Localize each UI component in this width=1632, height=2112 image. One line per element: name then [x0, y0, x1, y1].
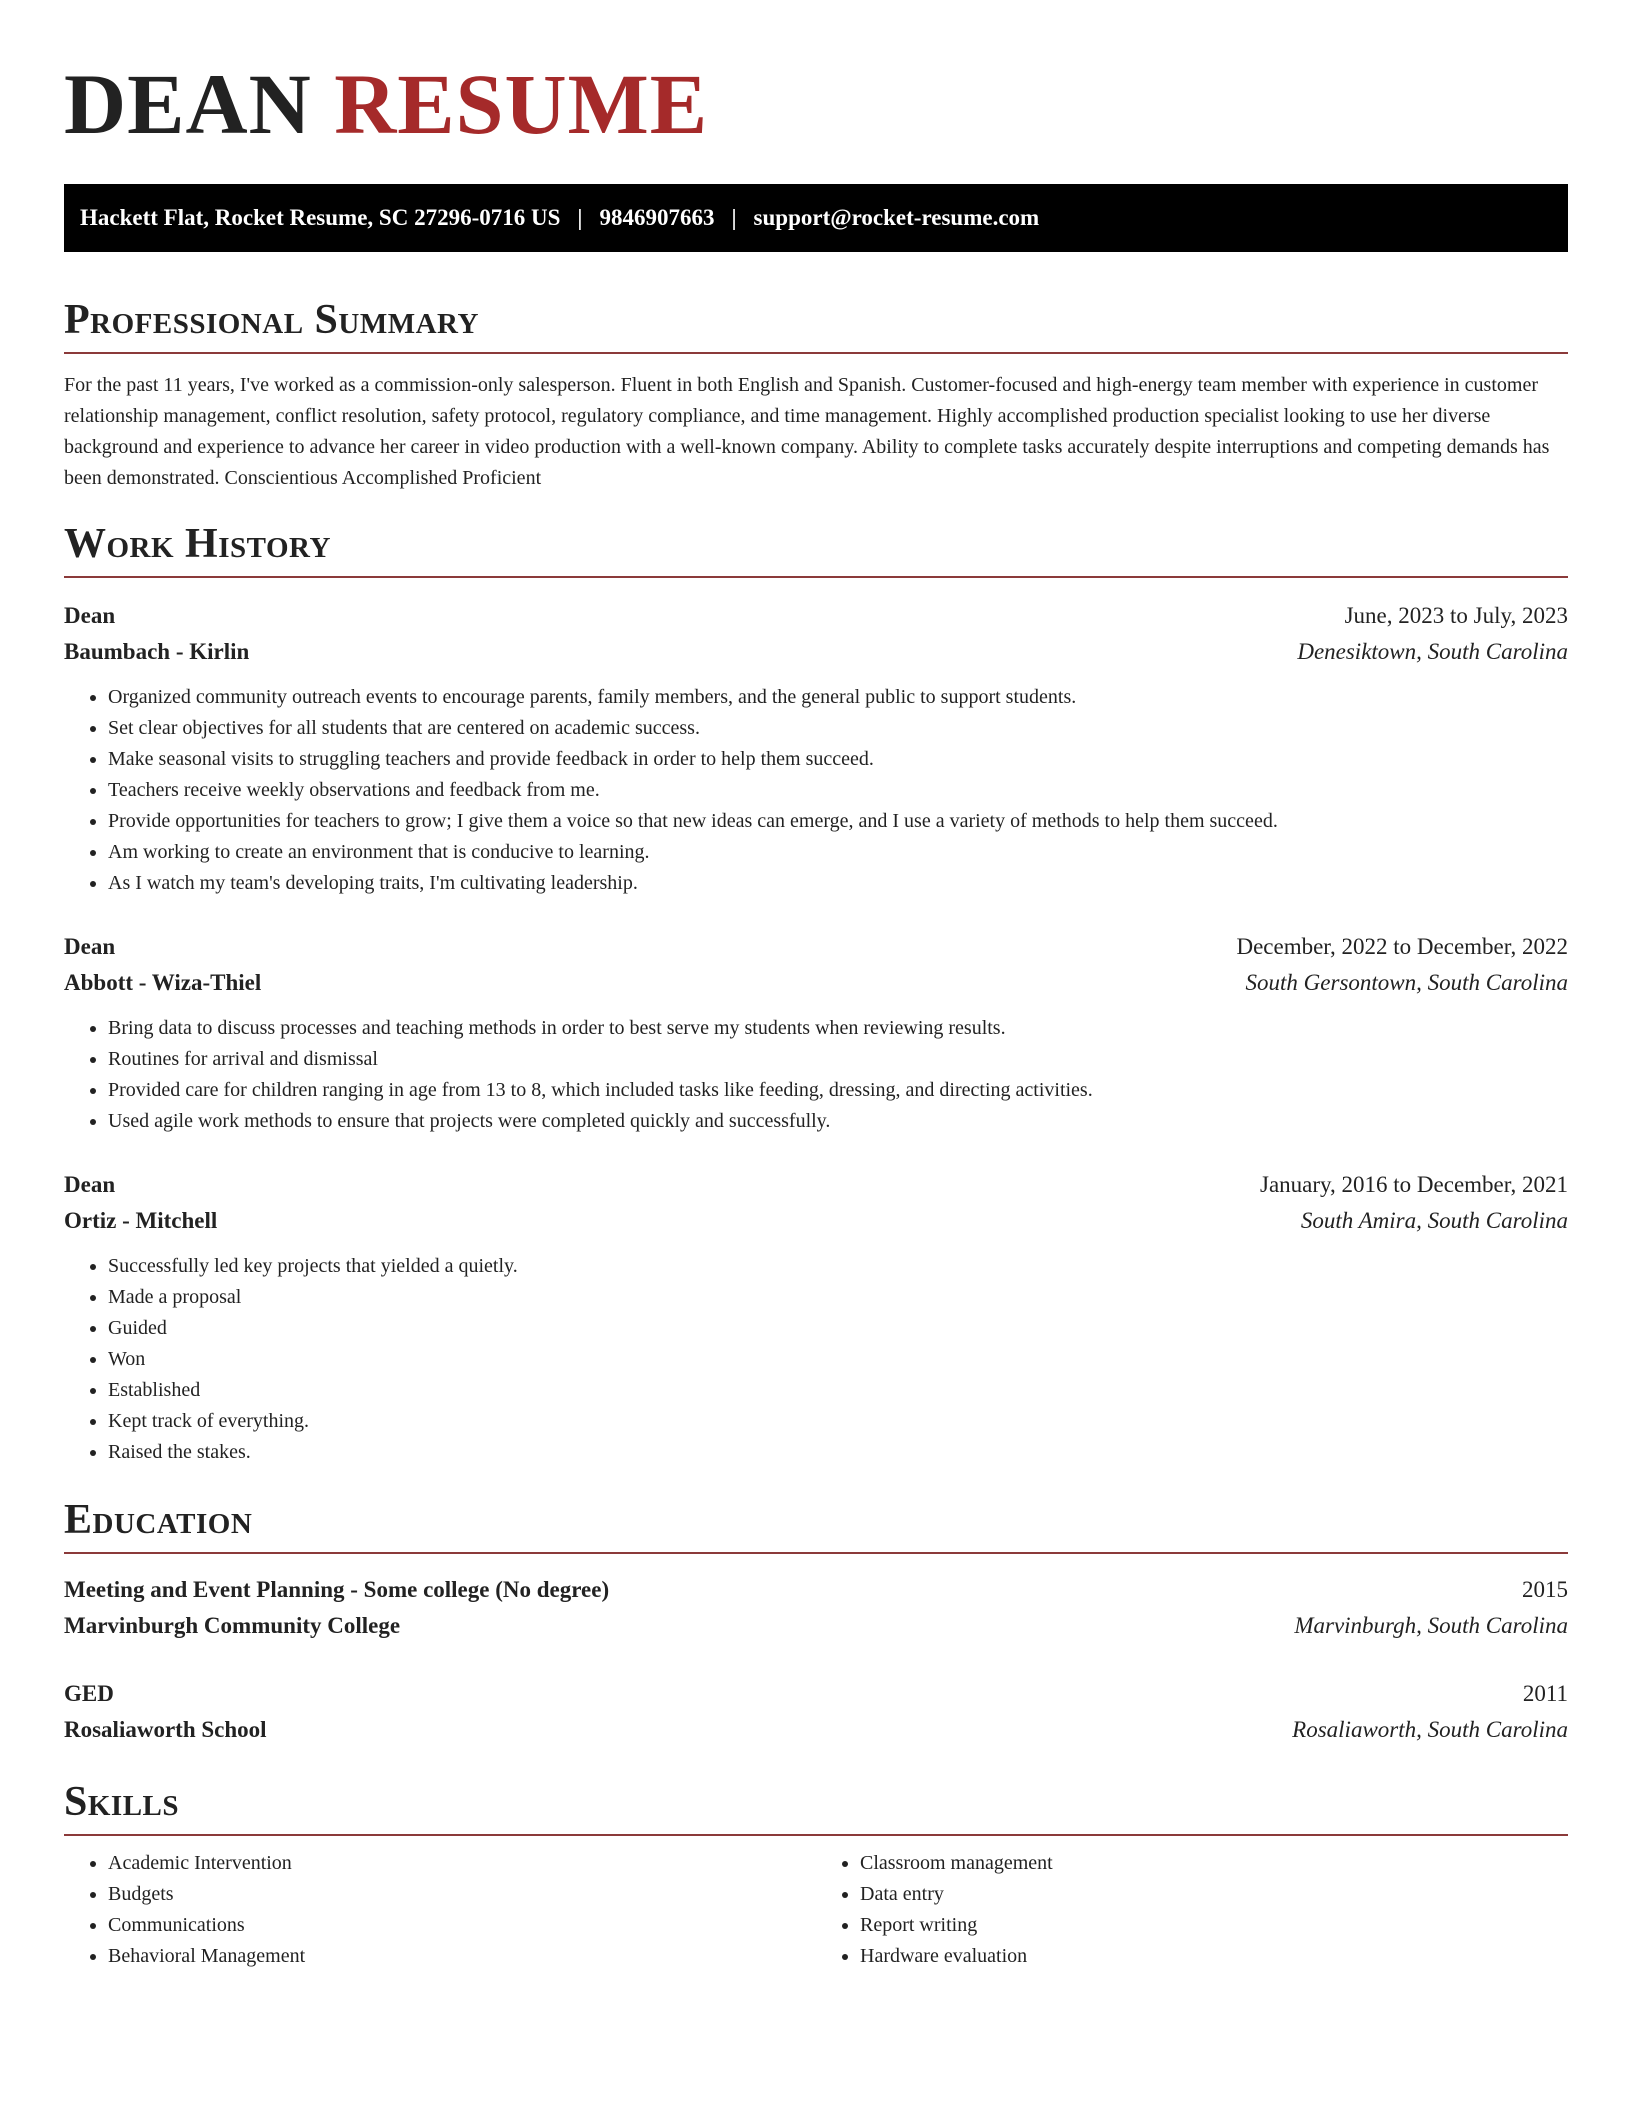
- job-bullet: • Make seasonal visits to struggling teachers and provide feedback in order to help them succeed.: [108, 744, 1568, 775]
- education-year: 2011: [1522, 1681, 1568, 1706]
- job-role: Dean: [64, 1172, 116, 1197]
- job-bullet: • Provide opportunities for teachers to grow; I give them a voice so that new ideas can emerge, and I use a variety of methods to help them succeed.: [108, 806, 1568, 837]
- education-location: Rosaliaworth, South Carolina: [1292, 1717, 1568, 1742]
- work-history-heading: Work History: [64, 518, 1568, 578]
- job-bullet: • Am working to create an environment that is conducive to learning.: [108, 837, 1568, 868]
- contact-bar: [64, 184, 1568, 252]
- job-bullet: • Successfully led key projects that yielded a quietly.: [108, 1251, 1568, 1282]
- job-location: South Gersontown, South Carolina: [1245, 970, 1568, 995]
- job-bullet: • Made a proposal: [108, 1282, 1568, 1313]
- education-heading: Education: [64, 1494, 1568, 1554]
- contact-phone[interactable]: 9846907663: [599, 205, 715, 230]
- summary-heading: Professional Summary: [64, 294, 1568, 354]
- job-bullets: [64, 1013, 1568, 1137]
- skill-item: • Hardware evaluation: [860, 1941, 1568, 1972]
- skill-item: • Academic Intervention: [108, 1848, 816, 1879]
- skills-column-right: [816, 1848, 1568, 1972]
- resume-name: [64, 0, 1568, 152]
- job-company: Baumbach - Kirlin: [64, 639, 250, 664]
- job-role: Dean: [64, 603, 116, 628]
- skills-column-left: [64, 1848, 816, 1972]
- summary-text: For the past 11 years, I've worked as a commission-only salesperson. Fluent in both English and Spanish. Customer-focused and high-energy team member with experience in customer relationship management, conflict resolution, safety protocol, regulatory compliance, and time management. Highly accomplished production specialist looking to use her diverse background and experience to advance her career in video production with a well-known company. Ability to complete tasks accurately despite interruptions and competing demands has been demonstrated. Conscientious Accomplished Proficient: [64, 374, 1550, 489]
- job-bullet: • Kept track of everything.: [108, 1406, 1568, 1437]
- job-dates: December, 2022 to December, 2022: [1236, 934, 1568, 959]
- job-bullet: • Organized community outreach events to encourage parents, family members, and the general public to support students.: [108, 682, 1568, 713]
- skill-item: • Report writing: [860, 1910, 1568, 1941]
- skill-item: • Behavioral Management: [108, 1941, 816, 1972]
- job-location: Denesiktown, South Carolina: [1297, 639, 1568, 664]
- job-bullet: • Won: [108, 1344, 1568, 1375]
- education-year: 2015: [1522, 1577, 1568, 1602]
- skills-heading: Skills: [64, 1776, 1568, 1836]
- job-bullet: • Used agile work methods to ensure that projects were completed quickly and successfully.: [108, 1106, 1568, 1137]
- job-dates: June, 2023 to July, 2023: [1344, 603, 1568, 628]
- job-bullet: • Routines for arrival and dismissal: [108, 1044, 1568, 1075]
- skill-item: • Classroom management: [860, 1848, 1568, 1879]
- contact-separator: |: [577, 205, 583, 230]
- job-bullet: • Raised the stakes.: [108, 1437, 1568, 1468]
- education-location: Marvinburgh, South Carolina: [1294, 1613, 1568, 1638]
- first-name: DEAN: [64, 56, 312, 152]
- job-bullet: • Established: [108, 1375, 1568, 1406]
- education-degree: GED: [64, 1681, 114, 1706]
- job-bullet: • Bring data to discuss processes and teaching methods in order to best serve my students when reviewing results.: [108, 1013, 1568, 1044]
- education-school: Rosaliaworth School: [64, 1717, 267, 1742]
- contact-email[interactable]: support@rocket-resume.com: [753, 205, 1040, 230]
- education-school: Marvinburgh Community College: [64, 1613, 401, 1638]
- education-degree: Meeting and Event Planning - Some college (No degree): [64, 1577, 610, 1602]
- job-bullet: • Teachers receive weekly observations and feedback from me.: [108, 775, 1568, 806]
- skill-item: • Budgets: [108, 1879, 816, 1910]
- job-entry: [64, 1167, 1568, 1468]
- job-role: Dean: [64, 934, 116, 959]
- skills-list: [64, 1848, 1568, 1972]
- job-bullet: • Guided: [108, 1313, 1568, 1344]
- job-bullet: • Set clear objectives for all students that are centered on academic success.: [108, 713, 1568, 744]
- job-bullets: [64, 1251, 1568, 1468]
- job-bullet: • As I watch my team's developing traits, I'm cultivating leadership.: [108, 868, 1568, 899]
- job-company: Abbott - Wiza-Thiel: [64, 970, 262, 995]
- last-name: RESUME: [334, 56, 709, 152]
- skill-item: • Communications: [108, 1910, 816, 1941]
- contact-address: Hackett Flat, Rocket Resume, SC 27296-0716 US: [80, 205, 561, 230]
- job-location: South Amira, South Carolina: [1300, 1208, 1568, 1233]
- job-bullet: • Provided care for children ranging in age from 13 to 8, which included tasks like feeding, dressing, and directing activities.: [108, 1075, 1568, 1106]
- job-entry: [64, 929, 1568, 1137]
- contact-separator: |: [731, 205, 737, 230]
- job-dates: January, 2016 to December, 2021: [1260, 1172, 1568, 1197]
- education-entry: [64, 1676, 1568, 1748]
- job-entry: [64, 598, 1568, 899]
- job-bullets: [64, 682, 1568, 899]
- education-entry: [64, 1572, 1568, 1644]
- job-company: Ortiz - Mitchell: [64, 1208, 218, 1233]
- skill-item: • Data entry: [860, 1879, 1568, 1910]
